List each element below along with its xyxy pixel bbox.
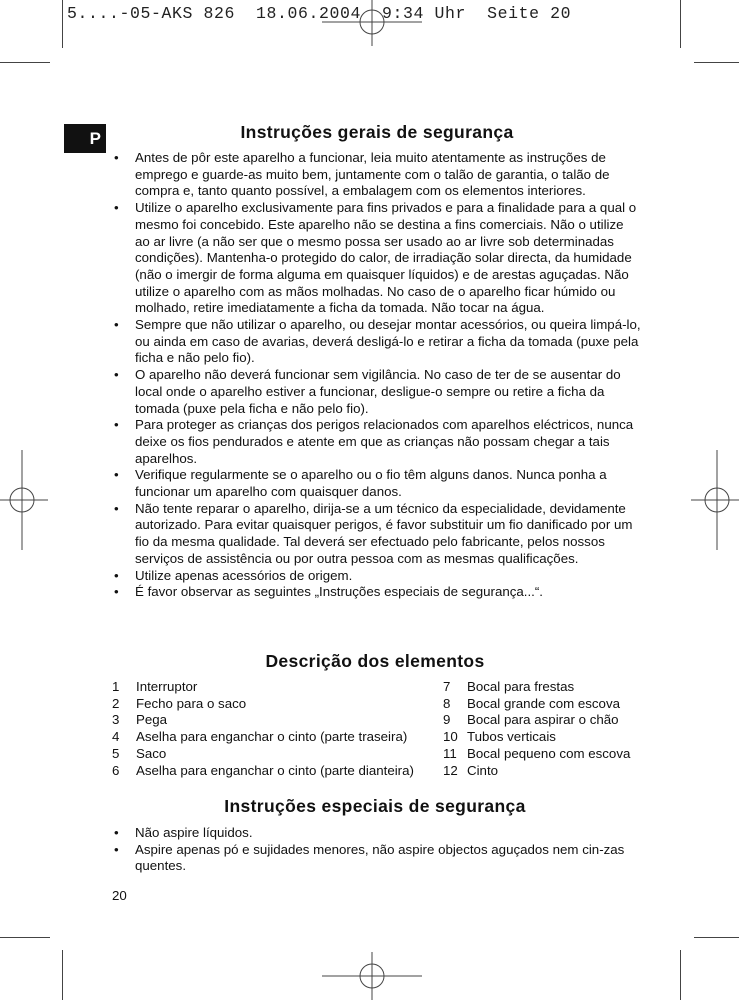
part-number: 6 [112, 762, 120, 778]
list-item: • Não aspire líquidos. [112, 825, 642, 842]
registration-mark-right [689, 450, 739, 550]
part-number: 3 [112, 712, 120, 728]
parts-list-left [112, 679, 432, 779]
list-item [443, 746, 643, 763]
part-label: Cinto [467, 762, 499, 778]
list-item: • Para proteger as crianças dos perigos relacionados com aparelhos eléctricos, nunca deixe os fios pendurados e atente em que as crianças não possam chegar a tais aparelhos. [112, 417, 642, 467]
elements-title: Descrição dos elementos [265, 651, 485, 671]
list-item [112, 696, 432, 713]
part-number: 9 [443, 712, 451, 728]
crop-mark [62, 950, 63, 1000]
part-label: Bocal para frestas [467, 679, 575, 694]
list-item [112, 679, 432, 696]
list-item: • Sempre que não utilizar o aparelho, ou desejar montar acessórios, ou queira limpá-lo, ou ainda em caso de avarias, deverá desligá-lo e retirar a ficha da tomada (puxe pela ficha e não pelo fio). [112, 317, 642, 367]
crop-mark [694, 62, 739, 63]
language-tab: P [64, 124, 106, 153]
part-label: Bocal pequeno com escova [467, 745, 631, 761]
part-label: Fecho para o saco [136, 695, 247, 711]
part-label: Aselha para enganchar o cinto (parte traseira) [136, 729, 408, 745]
crop-mark [694, 937, 739, 938]
list-item: • Utilize apenas acessórios de origem. [112, 568, 642, 585]
parts-list-right [443, 679, 643, 779]
crop-mark [0, 62, 50, 63]
crop-mark [62, 0, 63, 48]
list-item: • Verifique regularmente se o aparelho ou o fio têm alguns danos. Nunca ponha a funcionar um aparelho com quaisquer danos. [112, 467, 642, 500]
list-item [443, 712, 643, 729]
page-number: 20 [112, 888, 127, 903]
crop-mark [680, 0, 681, 48]
list-item: • Não tente reparar o aparelho, dirija-se a um técnico da especialidade, devidamente autorizado. Para evitar quaisquer perigos, é favor substituir um fio danificado por um fio da mesma qualidade. Tal deverá ser efectuado pelo fabricante, pelos nossos serviços de assistência ou por outra pessoa com as mesmas qualificações. [112, 501, 642, 568]
registration-mark-top [322, 0, 422, 50]
part-number: 1 [112, 679, 120, 694]
part-number: 11 [443, 745, 457, 761]
part-number: 5 [112, 745, 120, 761]
list-item [443, 696, 643, 713]
general-safety-list [112, 150, 642, 601]
list-item [112, 746, 432, 763]
part-label: Aselha para enganchar o cinto (parte dianteira) [136, 762, 414, 778]
list-item: • É favor observar as seguintes „Instruções especiais de segurança...“. [112, 584, 642, 601]
registration-mark-bottom [322, 950, 422, 1000]
part-number: 8 [443, 695, 451, 711]
special-safety-list [112, 825, 642, 875]
list-item: • Aspire apenas pó e sujidades menores, não aspire objectos aguçados nem cin-zas quentes. [112, 842, 642, 875]
crop-mark [0, 937, 50, 938]
part-number: 7 [443, 679, 451, 694]
print-header: 5....-05-AKS 826 18.06.2004 9:34 Uhr Seite 20 [67, 4, 572, 23]
list-item: • Utilize o aparelho exclusivamente para fins privados e para a finalidade para a qual o mesmo foi concebido. Este aparelho não se destina a fins comerciais. Não o utilize ao ar livre (a não ser que o mesmo possa ser usado ao ar livre sob determinadas condições). Mantenha-o protegido do calor, de irradiação solar directa, da humidade (não o imergir de forma alguma em quaisquer líquidos) e de arestas aguçadas. Não utilize o aparelho com as mãos molhadas. No caso de o aparelho ficar húmido ou molhado, retire imediatamente a ficha da tomada. Não tocar na água. [112, 200, 642, 317]
part-number: 12 [443, 762, 458, 778]
part-label: Saco [136, 745, 167, 761]
list-item: • O aparelho não deverá funcionar sem vigilância. No caso de ter de se ausentar do local onde o aparelho estiver a funcionar, desligue-o sempre ou retire a ficha da tomada (puxe pela ficha e não pelo fio). [112, 367, 642, 417]
part-number: 2 [112, 695, 120, 711]
part-label: Pega [136, 712, 168, 728]
list-item [443, 679, 643, 696]
special-safety-title: Instruções especiais de segurança [224, 796, 526, 816]
crop-mark [680, 950, 681, 1000]
general-safety-title: Instruções gerais de segurança [240, 122, 514, 142]
list-item [112, 729, 432, 746]
list-item: • Antes de pôr este aparelho a funcionar, leia muito atentamente as instruções de emprego e guarde-as muito bem, juntamente com o talão de garantia, o talão de compra e, tanto quanto possível, a embalagem com os elementos interiores. [112, 150, 642, 200]
list-item [112, 763, 432, 780]
part-number: 10 [443, 729, 458, 745]
registration-mark-left [0, 450, 50, 550]
list-item [112, 712, 432, 729]
list-item [443, 763, 643, 780]
part-label: Interruptor [136, 679, 198, 694]
list-item [443, 729, 643, 746]
part-number: 4 [112, 729, 120, 745]
part-label: Tubos verticais [467, 729, 556, 745]
part-label: Bocal grande com escova [467, 695, 620, 711]
part-label: Bocal para aspirar o chão [467, 712, 619, 728]
